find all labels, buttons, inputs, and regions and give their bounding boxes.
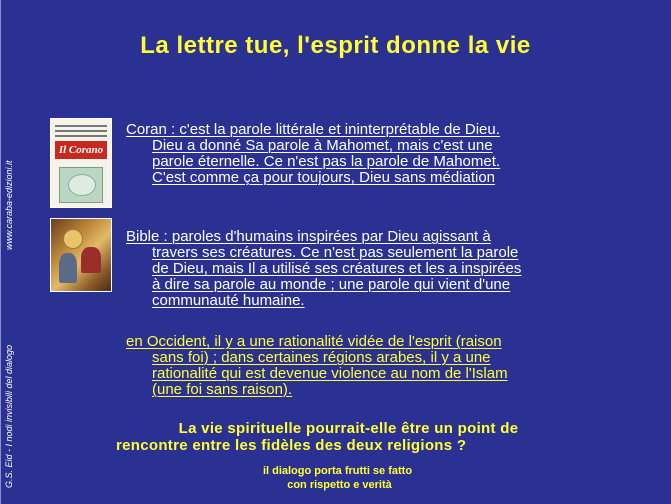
question-line-1: La vie spirituelle pourrait-elle être un point de: [178, 420, 519, 437]
bible-line: communauté humaine.: [152, 292, 305, 309]
coran-line: Dieu a donné Sa parole à Mahomet, mais c'est une: [152, 137, 493, 154]
occident-line: (une foi sans raison).: [152, 381, 293, 398]
coran-line: parole éternelle. Ce n'est pas la parole de Mahomet.: [152, 153, 501, 170]
bible-line: à dire sa parole au monde ; une parole qui vient d'une: [152, 276, 511, 293]
credit-vertical-text: G.S. Eid - I nodi invisibili del dialogo: [4, 344, 14, 488]
painting-figure: [59, 253, 77, 283]
coran-book-cover-image: [50, 118, 112, 208]
slide-title: La lettre tue, l'esprit donne la vie: [140, 32, 531, 59]
bible-line: de Dieu, mais Il a utilisé ses créatures et les a inspirées: [152, 260, 522, 277]
note-line-1: il dialogo porta frutti se fatto: [262, 465, 413, 477]
occident-line: en Occident, il y a une rationalité vidée de l'esprit (raison: [126, 333, 502, 350]
cover-illustration: [59, 167, 103, 203]
coran-line: C'est comme ça pour toujours, Dieu sans médiation: [152, 169, 496, 186]
occident-line: rationalité qui est devenue violence au nom de l'Islam: [152, 365, 508, 382]
cover-title-band: [55, 141, 107, 159]
painting-halo: [63, 229, 83, 249]
cover-line: [55, 135, 107, 137]
coran-line: Coran : c'est la parole littérale et ininterprétable de Dieu.: [126, 121, 500, 138]
bible-painting-image: [50, 218, 112, 292]
cover-line: [55, 125, 107, 127]
cover-title: Il Corano: [58, 144, 104, 156]
bible-line: Bible : paroles d'humains inspirées par Dieu agissant à: [126, 228, 491, 245]
cover-line: [55, 130, 107, 132]
website-vertical-text: www.caraba-edizioni.it: [4, 160, 14, 250]
coran-paragraph: [126, 122, 500, 186]
occident-paragraph: [126, 334, 508, 398]
occident-line: sans foi) ; dans certaines régions arabes, il y a une: [152, 349, 491, 366]
note-line-2: con rispetto e verità: [287, 479, 392, 491]
question-line-2: rencontre entre les fidèles des deux religions ?: [116, 437, 467, 454]
bible-line: travers ses créatures. Ce n'est pas seulement la parole: [152, 244, 519, 261]
bible-paragraph: [126, 229, 521, 309]
painting-figure: [81, 247, 101, 273]
